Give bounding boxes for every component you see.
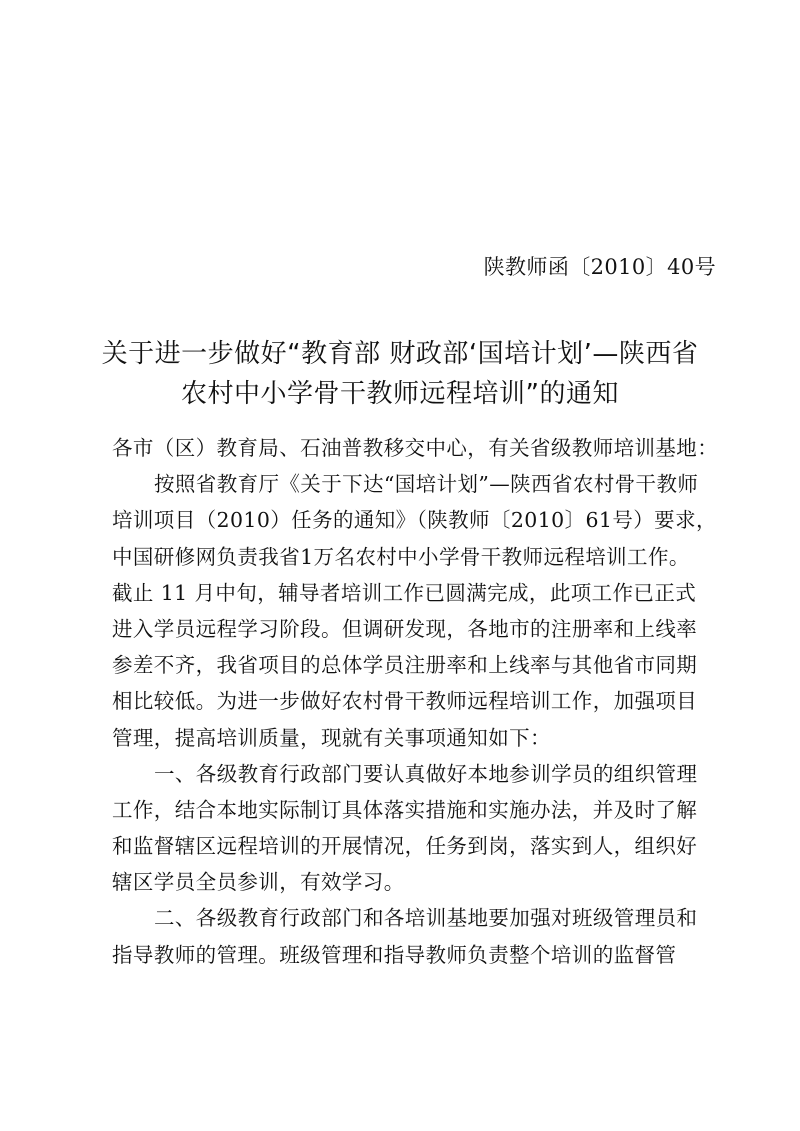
document-title — [0, 334, 800, 414]
salutation-line: 各市（区）教育局、石油普教移交中心，有关省级教师培训基地： — [112, 436, 719, 460]
paragraph-1-line-8: 管理，提高培训质量，现就有关事项通知如下： — [112, 725, 551, 750]
paragraph-1-line-1: 按照省教育厅《关于下达“国培计划”—陕西省农村骨干教师 — [154, 472, 699, 497]
paragraph-1-line-4: 截止 11 月中旬，辅导者培训工作已圆满完成，此项工作已正式 — [112, 580, 697, 605]
item-2-line-1: 二、各级教育行政部门和各培训基地要加强对班级管理员和 — [154, 906, 698, 931]
paragraph-1-line-2: 培训项目（2010）任务的通知》（陕教师〔2010〕61号）要求， — [112, 508, 717, 533]
item-1-line-2: 工作，结合本地实际制订具体落实措施和实施办法，并及时了解 — [112, 797, 698, 822]
paragraph-1-line-5: 进入学员远程学习阶段。但调研发现，各地市的注册率和上线率 — [112, 616, 698, 641]
title-line-2: 农村中小学骨干教师远程培训”的通知 — [181, 379, 619, 409]
item-1-line-1: 一、各级教育行政部门要认真做好本地参训学员的组织管理 — [154, 761, 698, 786]
item-1-line-3: 和监督辖区远程培训的开展情况，任务到岗，落实到人，组织好 — [112, 834, 698, 859]
title-line-1: 关于进一步做好“教育部 财政部‘国培计划’—陕西省 — [101, 339, 699, 369]
paragraph-1-line-3: 中国研修网负责我省1万名农村中小学骨干教师远程培训工作。 — [112, 544, 690, 569]
paragraph-1-line-7: 相比较低。为进一步做好农村骨干教师远程培训工作，加强项目 — [112, 689, 698, 714]
paragraph-1-line-6: 参差不齐，我省项目的总体学员注册率和上线率与其他省市同期 — [112, 653, 698, 678]
document-body — [112, 430, 718, 973]
item-1-line-4: 辖区学员全员参训，有效学习。 — [112, 870, 405, 895]
document-number: 陕教师函〔2010〕40号 — [483, 255, 716, 279]
item-2-line-2: 指导教师的管理。班级管理和指导教师负责整个培训的监督管 — [112, 942, 677, 967]
